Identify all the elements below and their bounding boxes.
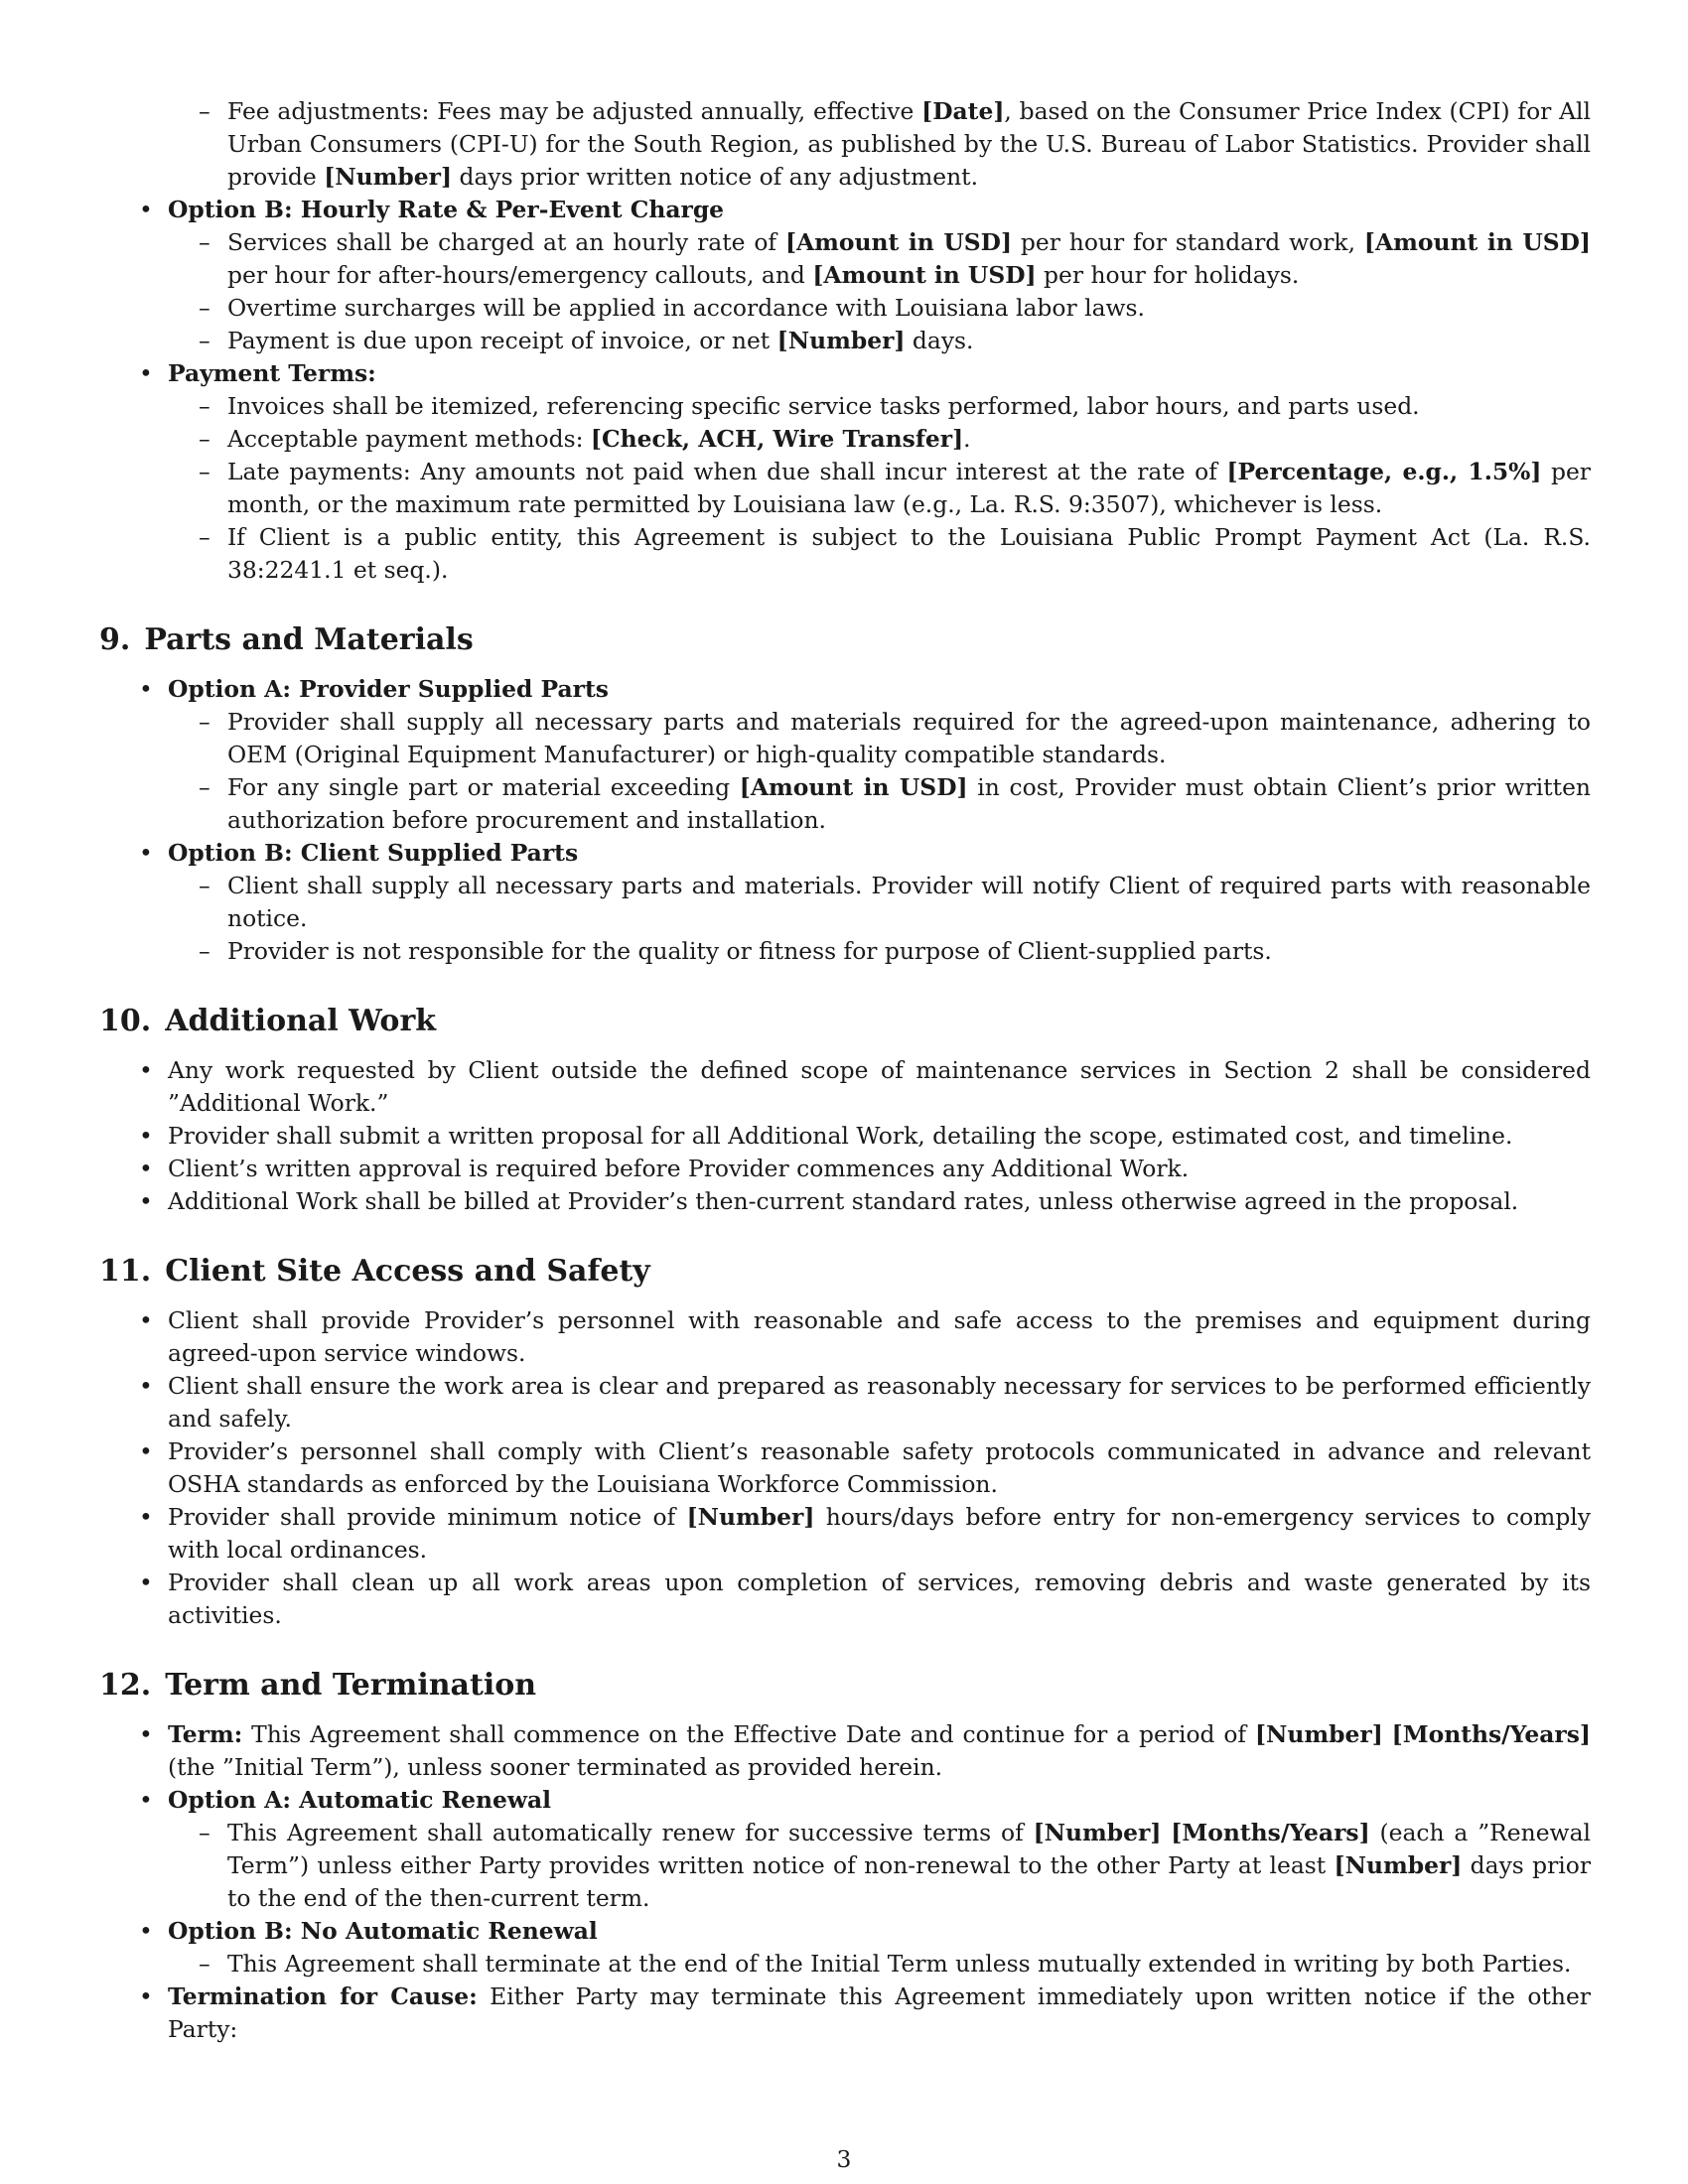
late-payments-item: – Late payments: Any amounts not paid when due shall incur interest at the rate of [Percentage, e.g., 1.5%] per month, or the maximum rate permitted by Louisiana law (e.g., La. R.S. 9:3507), whichever is less. xyxy=(99,456,1591,521)
no-auto-renewal-item: – This Agreement shall terminate at the end of the Initial Term unless mutually extended in writing by both Parties. xyxy=(99,1948,1591,1980)
section-11-list xyxy=(99,1304,1591,1632)
work-area-item: • Client shall ensure the work area is clear and prepared as reasonably necessary for services to be performed efficiently and safely. xyxy=(99,1370,1591,1435)
list-item: • Provider shall submit a written proposal for all Additional Work, detailing the scope, estimated cost, and timeline. xyxy=(99,1120,1591,1153)
provider-parts-item-1: – Provider shall supply all necessary parts and materials required for the agreed-upon maintenance, adhering to OEM (Original Equipment Manufacturer) or high-quality compatible standards. xyxy=(99,706,1591,771)
site-access-item: • Client shall provide Provider’s personnel with reasonable and safe access to the premises and equipment during agreed-upon service windows. xyxy=(99,1304,1591,1370)
client-parts-item-1: – Client shall supply all necessary parts and materials. Provider will notify Client of required parts with reasonable notice. xyxy=(99,870,1591,935)
client-parts-item-2: – Provider is not responsible for the quality or fitness for purpose of Client-supplied parts. xyxy=(99,935,1591,968)
no-auto-renewal-heading: • Option B: No Automatic Renewal xyxy=(99,1915,1591,1948)
termination-for-cause-item: • Termination for Cause: Either Party may terminate this Agreement immediately upon written notice if the other Party: xyxy=(99,1980,1591,2046)
list-item: • Client’s written approval is required before Provider commences any Additional Work. xyxy=(99,1153,1591,1185)
fee-adjustments-item: – Fee adjustments: Fees may be adjusted annually, effective [Date], based on the Consumer Price Index (CPI) for All Urban Consumers (CPI-U) for the South Region, as published by the U.S. Bureau of Labor Statistics. Provider shall provide [Number] days prior written notice of any adjustment. xyxy=(99,95,1591,194)
list-item: • Additional Work shall be billed at Provider’s then-current standard rates, unless otherwise agreed in the proposal. xyxy=(99,1185,1591,1218)
client-parts-heading: • Option B: Client Supplied Parts xyxy=(99,837,1591,870)
auto-renewal-heading: • Option A: Automatic Renewal xyxy=(99,1784,1591,1817)
option-b-hourly-heading: • Option B: Hourly Rate & Per-Event Charge xyxy=(99,194,1591,226)
fee-sublist xyxy=(99,95,1591,194)
section-10-list xyxy=(99,1054,1591,1218)
section-11-heading: 11. Client Site Access and Safety xyxy=(99,1254,650,1289)
section-12-heading: 12. Term and Termination xyxy=(99,1668,537,1703)
invoices-item: – Invoices shall be itemized, referencing specific service tasks performed, labor hours, and parts used. xyxy=(99,390,1591,423)
cleanup-item: • Provider shall clean up all work areas upon completion of services, removing debris and waste generated by its activities. xyxy=(99,1567,1591,1632)
auto-renewal-item: – This Agreement shall automatically renew for successive terms of [Number] [Months/Years] (each a ”Renewal Term”) unless either Party provides written notice of non-renewal to the other Party at least [Number] days prior to the end of the then-current term. xyxy=(99,1817,1591,1915)
payment-terms-heading: • Payment Terms: xyxy=(99,357,1591,390)
entry-notice-item: • Provider shall provide minimum notice of [Number] hours/days before entry for non-emergency services to comply with local ordinances. xyxy=(99,1501,1591,1567)
section-9-list xyxy=(99,673,1591,968)
overtime-item: – Overtime surcharges will be applied in accordance with Louisiana labor laws. xyxy=(99,292,1591,325)
safety-protocols-item: • Provider’s personnel shall comply with Client’s reasonable safety protocols communicated in advance and relevant OSHA standards as enforced by the Louisiana Workforce Commission. xyxy=(99,1435,1591,1501)
payment-methods-item: – Acceptable payment methods: [Check, ACH, Wire Transfer]. xyxy=(99,423,1591,456)
provider-parts-item-2: – For any single part or material exceeding [Amount in USD] in cost, Provider must obtain Client’s prior written authorization before procurement and installation. xyxy=(99,771,1591,837)
section-10-heading: 10. Additional Work xyxy=(99,1004,437,1038)
provider-parts-heading: • Option A: Provider Supplied Parts xyxy=(99,673,1591,706)
payment-options-list xyxy=(99,194,1591,587)
payment-due-item: – Payment is due upon receipt of invoice, or net [Number] days. xyxy=(99,325,1591,357)
section-9-heading: 9. Parts and Materials xyxy=(99,622,474,657)
page-content xyxy=(99,95,1591,2046)
section-12-list xyxy=(99,1718,1591,2046)
public-entity-item: – If Client is a public entity, this Agreement is subject to the Louisiana Public Prompt Payment Act (La. R.S. 38:2241.1 et seq.). xyxy=(99,521,1591,587)
list-item: • Any work requested by Client outside the defined scope of maintenance services in Section 2 shall be considered ”Additional Work.” xyxy=(99,1054,1591,1120)
term-item: • Term: This Agreement shall commence on the Effective Date and continue for a period of [Number] [Months/Years] (the ”Initial Term”), unless sooner terminated as provided herein. xyxy=(99,1718,1591,1784)
page-number: 3 xyxy=(836,2145,852,2173)
hourly-rate-item: – Services shall be charged at an hourly rate of [Amount in USD] per hour for standard work, [Amount in USD] per hour for after-hours/emergency callouts, and [Amount in USD] per hour for holidays. xyxy=(99,226,1591,292)
